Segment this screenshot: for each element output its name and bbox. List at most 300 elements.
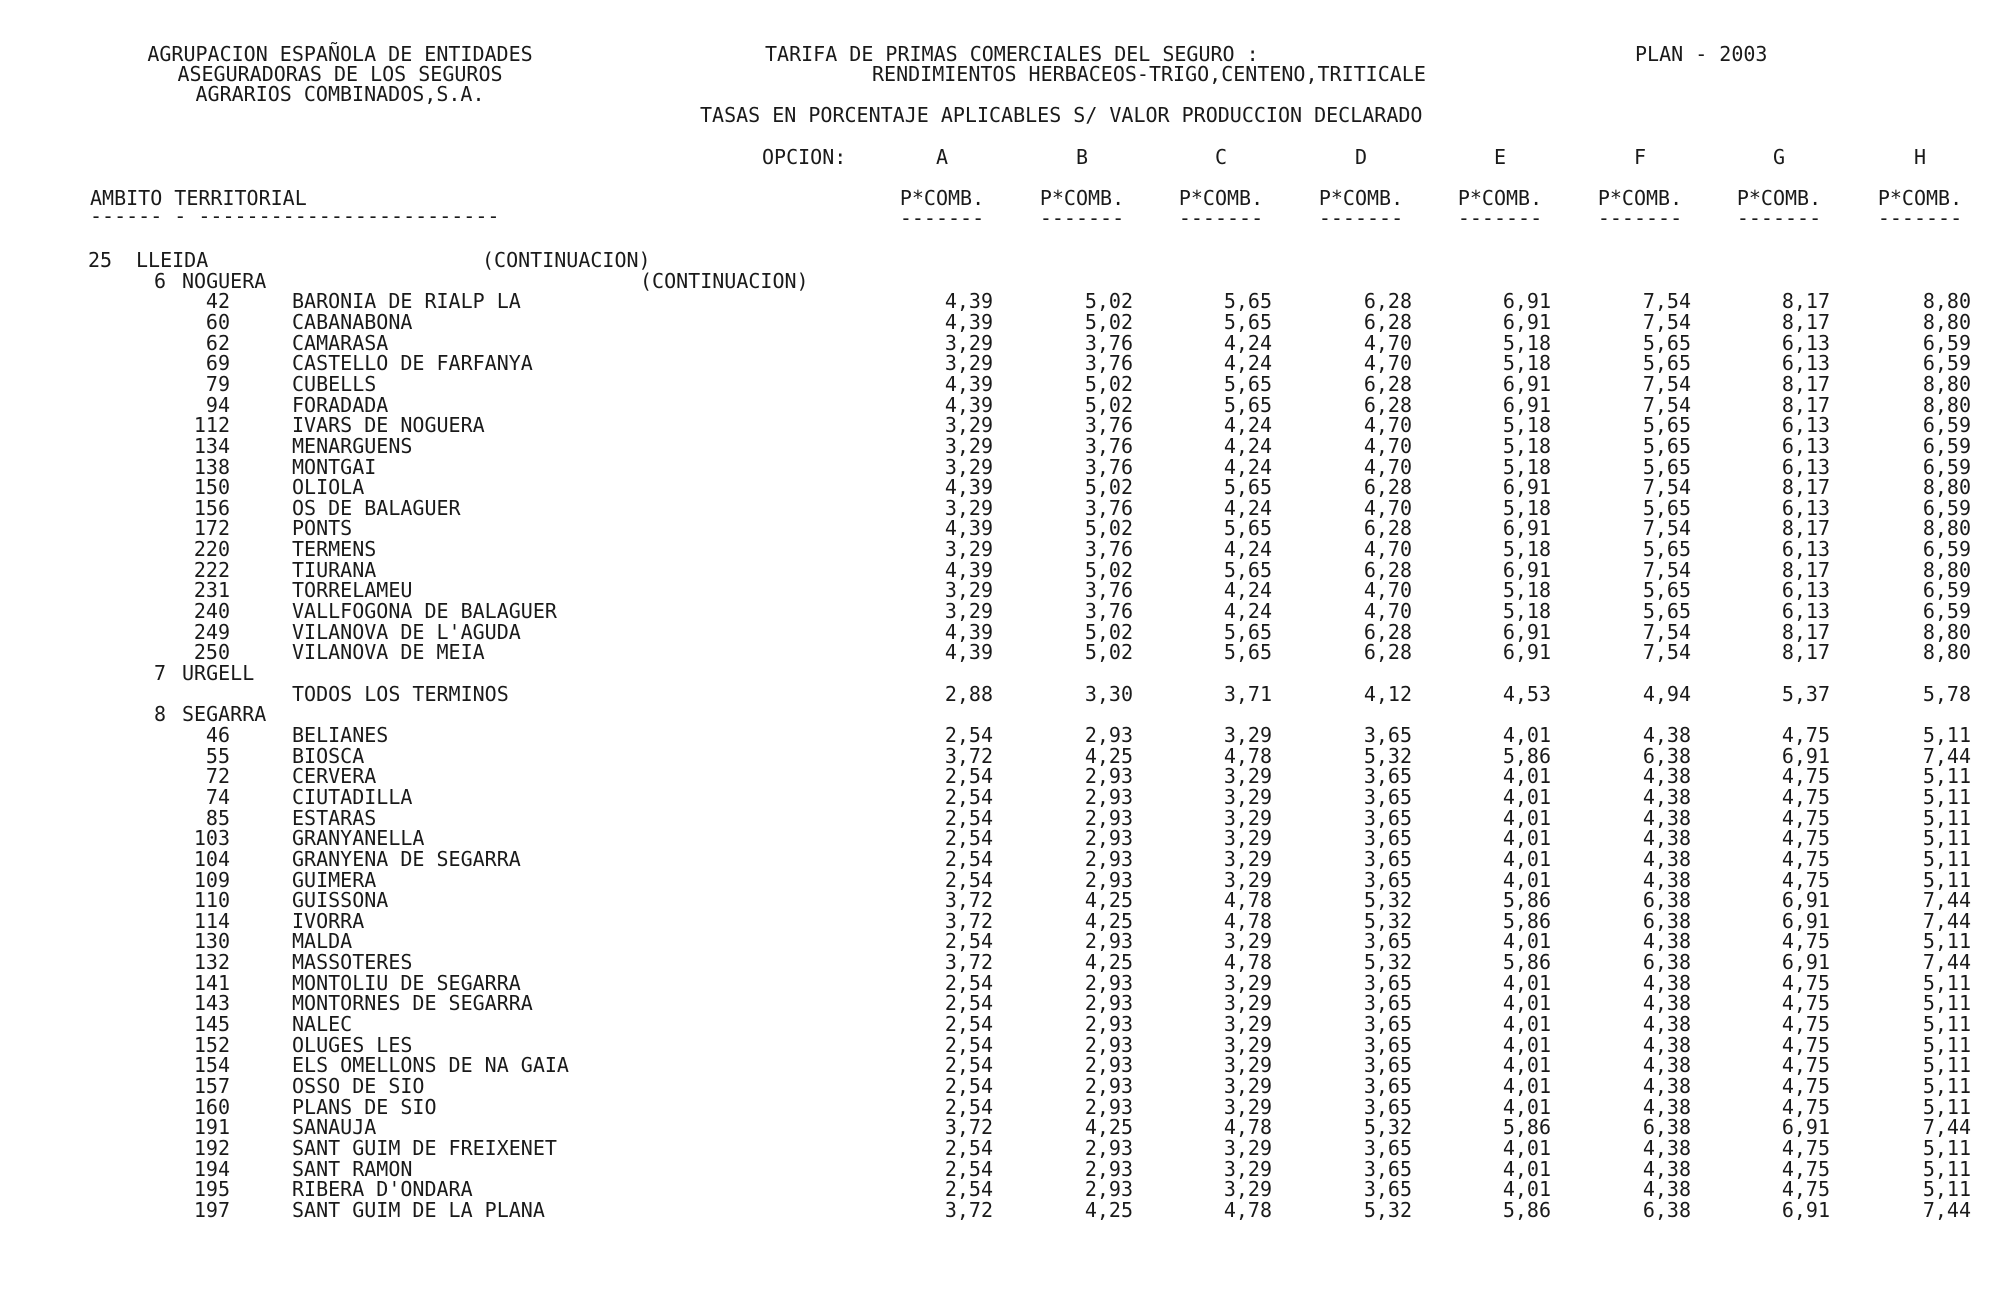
municipality-code: 152 (193, 1033, 230, 1057)
rate-cell: 6,91 (1502, 558, 1551, 582)
municipality-code: 109 (193, 868, 230, 892)
rate-cell: 6,13 (1781, 351, 1830, 375)
rate-cell: 4,24 (1223, 331, 1272, 355)
rate-cell: 8,80 (1922, 310, 1971, 334)
rate-cell: 5,65 (1223, 310, 1272, 334)
rate-cell: 3,29 (1223, 1033, 1272, 1057)
rate-cell: 7,54 (1642, 516, 1691, 540)
rate-cell: 5,11 (1922, 991, 1971, 1015)
rate-cell: 5,11 (1922, 826, 1971, 850)
rate-cell: 5,11 (1922, 1136, 1971, 1160)
rate-cell: 4,01 (1502, 1012, 1551, 1036)
municipality-name: SANT RAMON (292, 1157, 413, 1181)
rate-cell: 4,38 (1642, 1157, 1691, 1181)
rate-cell: 5,32 (1363, 744, 1412, 768)
rate-cell: 6,91 (1781, 909, 1830, 933)
rate-cell: 5,18 (1502, 578, 1551, 602)
rate-cell: 3,29 (944, 537, 993, 561)
rate-cell: 4,38 (1642, 1053, 1691, 1077)
rate-cell: 5,86 (1502, 950, 1551, 974)
rate-cell: 5,86 (1502, 909, 1551, 933)
municipality-name: MALDA (292, 929, 353, 953)
rate-cell: 3,29 (1223, 826, 1272, 850)
rate-cell: 6,13 (1781, 413, 1830, 437)
rate-cell: 4,24 (1223, 413, 1272, 437)
municipality-code: 240 (193, 599, 230, 623)
rate-cell: 2,93 (1084, 1177, 1133, 1201)
rate-cell: 7,54 (1642, 475, 1691, 499)
municipality-name: MONTOLIU DE SEGARRA (292, 971, 521, 995)
rate-cell: 6,59 (1922, 455, 1971, 479)
column-label-c: P*COMB. (1178, 186, 1264, 210)
rate-cell: 5,32 (1363, 1198, 1412, 1222)
column-label-d: P*COMB. (1318, 186, 1404, 210)
rate-cell: 3,29 (1223, 806, 1272, 830)
rate-cell: 2,54 (944, 1033, 993, 1057)
rate-cell: 3,72 (944, 1198, 993, 1222)
rate-cell: 6,13 (1781, 331, 1830, 355)
rate-cell: 3,72 (944, 744, 993, 768)
rate-cell: 2,54 (944, 1074, 993, 1098)
rate-cell: 4,25 (1084, 909, 1133, 933)
rate-cell: 2,93 (1084, 991, 1133, 1015)
rate-cell: 3,76 (1084, 413, 1133, 437)
rate-cell: 3,65 (1363, 929, 1412, 953)
rate-cell: 3,29 (944, 434, 993, 458)
rate-cell: 4,01 (1502, 1053, 1551, 1077)
rate-cell: 5,78 (1922, 682, 1971, 706)
rate-cell: 5,11 (1922, 1095, 1971, 1119)
rate-cell: 3,76 (1084, 455, 1133, 479)
municipality-name: SANT GUIM DE FREIXENET (292, 1136, 557, 1160)
municipality-code: 150 (193, 475, 230, 499)
rate-cell: 3,29 (1223, 785, 1272, 809)
rate-cell: 3,29 (1223, 1053, 1272, 1077)
rate-cell: 5,02 (1084, 558, 1133, 582)
rate-cell: 6,91 (1781, 888, 1830, 912)
municipality-code: 172 (193, 516, 230, 540)
municipality-name: GRANYENA DE SEGARRA (292, 847, 521, 871)
rate-cell: 4,39 (944, 475, 993, 499)
option-header-h: H (1913, 145, 1927, 169)
rate-cell: 3,29 (1223, 1177, 1272, 1201)
rate-cell: 4,75 (1781, 847, 1830, 871)
rate-cell: 5,86 (1502, 1198, 1551, 1222)
rate-cell: 6,13 (1781, 578, 1830, 602)
rate-cell: 5,02 (1084, 393, 1133, 417)
rate-cell: 2,93 (1084, 868, 1133, 892)
rate-cell: 4,01 (1502, 847, 1551, 871)
rate-cell: 4,01 (1502, 1095, 1551, 1119)
rate-cell: 4,75 (1781, 826, 1830, 850)
rate-cell: 4,94 (1642, 682, 1691, 706)
rate-cell: 8,17 (1781, 372, 1830, 396)
rate-cell: 2,93 (1084, 785, 1133, 809)
rate-cell: 5,18 (1502, 537, 1551, 561)
rate-cell: 5,65 (1223, 289, 1272, 313)
rate-cell: 4,75 (1781, 785, 1830, 809)
rate-cell: 4,38 (1642, 1012, 1691, 1036)
rate-cell: 2,93 (1084, 764, 1133, 788)
rate-cell: 5,32 (1363, 888, 1412, 912)
rate-cell: 2,93 (1084, 1074, 1133, 1098)
column-underline-d: ------- (1318, 206, 1404, 230)
municipality-name: MONTORNES DE SEGARRA (292, 991, 533, 1015)
rate-cell: 5,32 (1363, 950, 1412, 974)
municipality-name: CUBELLS (292, 372, 377, 396)
rate-cell: 6,28 (1363, 620, 1412, 644)
rate-cell: 5,11 (1922, 1012, 1971, 1036)
rate-cell: 4,39 (944, 558, 993, 582)
option-header-d: D (1354, 145, 1368, 169)
rate-cell: 6,38 (1642, 1198, 1691, 1222)
rate-cell: 4,24 (1223, 455, 1272, 479)
rate-cell: 4,75 (1781, 806, 1830, 830)
rate-cell: 5,65 (1223, 372, 1272, 396)
option-header-g: G (1772, 145, 1786, 169)
rate-cell: 7,44 (1922, 950, 1971, 974)
rate-cell: 5,02 (1084, 310, 1133, 334)
rate-cell: 5,11 (1922, 764, 1971, 788)
rate-cell: 4,53 (1502, 682, 1551, 706)
rate-cell: 5,11 (1922, 806, 1971, 830)
rate-cell: 3,65 (1363, 1074, 1412, 1098)
municipality-code: 195 (193, 1177, 230, 1201)
rate-cell: 5,65 (1642, 537, 1691, 561)
rate-cell: 7,54 (1642, 620, 1691, 644)
rate-cell: 4,01 (1502, 929, 1551, 953)
rate-cell: 3,76 (1084, 537, 1133, 561)
municipality-code: 60 (205, 310, 230, 334)
rate-cell: 4,75 (1781, 1012, 1830, 1036)
rate-cell: 4,25 (1084, 744, 1133, 768)
plan-label: PLAN - 2003 (1635, 42, 1768, 66)
rate-cell: 2,93 (1084, 1033, 1133, 1057)
rate-cell: 4,75 (1781, 723, 1830, 747)
comarca-name: URGELL (182, 661, 255, 685)
municipality-name: CERVERA (292, 764, 377, 788)
rate-cell: 4,39 (944, 620, 993, 644)
rate-cell: 2,93 (1084, 1095, 1133, 1119)
rate-cell: 2,54 (944, 971, 993, 995)
rate-cell: 5,02 (1084, 289, 1133, 313)
rate-cell: 5,65 (1642, 434, 1691, 458)
rate-cell: 2,54 (944, 806, 993, 830)
rate-cell: 5,11 (1922, 1157, 1971, 1181)
rate-cell: 4,75 (1781, 1095, 1830, 1119)
municipality-name: NALEC (292, 1012, 353, 1036)
rate-cell: 2,54 (944, 1136, 993, 1160)
rate-cell: 4,38 (1642, 991, 1691, 1015)
rate-cell: 5,65 (1642, 351, 1691, 375)
rate-cell: 3,76 (1084, 599, 1133, 623)
municipality-code: 72 (205, 764, 230, 788)
rate-cell: 4,70 (1363, 496, 1412, 520)
rate-cell: 4,39 (944, 393, 993, 417)
municipality-name: MONTGAI (292, 455, 377, 479)
municipality-name: IVORRA (292, 909, 365, 933)
option-header-f: F (1633, 145, 1647, 169)
rate-cell: 5,02 (1084, 620, 1133, 644)
rate-cell: 4,01 (1502, 1074, 1551, 1098)
rate-cell: 4,38 (1642, 764, 1691, 788)
option-header-a: A (935, 145, 949, 169)
rate-cell: 6,28 (1363, 475, 1412, 499)
rate-cell: 2,93 (1084, 971, 1133, 995)
municipality-code: 141 (193, 971, 230, 995)
rate-cell: 3,65 (1363, 1033, 1412, 1057)
municipality-name: VALLFOGONA DE BALAGUER (292, 599, 557, 623)
rate-cell: 3,29 (1223, 1074, 1272, 1098)
municipality-name: CAMARASA (292, 331, 389, 355)
rate-cell: 4,78 (1223, 1115, 1272, 1139)
comarca-name: NOGUERA (182, 269, 267, 293)
rate-cell: 6,59 (1922, 578, 1971, 602)
column-label-g: P*COMB. (1736, 186, 1822, 210)
municipality-code: 79 (205, 372, 230, 396)
rate-cell: 5,65 (1223, 620, 1272, 644)
rate-cell: 6,59 (1922, 599, 1971, 623)
rate-cell: 3,76 (1084, 578, 1133, 602)
rate-cell: 3,29 (944, 578, 993, 602)
continuation-note: (CONTINUACION) (482, 248, 651, 272)
rate-cell: 6,13 (1781, 537, 1830, 561)
rate-cell: 4,01 (1502, 971, 1551, 995)
rate-cell: 6,28 (1363, 640, 1412, 664)
municipality-name: RIBERA D'ONDARA (292, 1177, 473, 1201)
rate-cell: 8,80 (1922, 558, 1971, 582)
municipality-code: 194 (193, 1157, 230, 1181)
rate-cell: 3,30 (1084, 682, 1133, 706)
municipality-code: 134 (193, 434, 230, 458)
rate-cell: 3,65 (1363, 1053, 1412, 1077)
rate-cell: 4,78 (1223, 950, 1272, 974)
option-header-e: E (1493, 145, 1507, 169)
rate-cell: 7,54 (1642, 393, 1691, 417)
municipality-code: 69 (205, 351, 230, 375)
rate-cell: 5,65 (1642, 578, 1691, 602)
column-label-f: P*COMB. (1597, 186, 1683, 210)
rate-cell: 4,38 (1642, 971, 1691, 995)
rate-cell: 3,29 (944, 331, 993, 355)
rate-cell: 4,01 (1502, 1157, 1551, 1181)
rate-cell: 6,13 (1781, 455, 1830, 479)
province-name: LLEIDA (136, 248, 209, 272)
rate-cell: 7,54 (1642, 640, 1691, 664)
rate-cell: 2,88 (944, 682, 993, 706)
rate-cell: 4,38 (1642, 1177, 1691, 1201)
rate-cell: 2,93 (1084, 847, 1133, 871)
rate-cell: 4,39 (944, 516, 993, 540)
municipality-code: 132 (193, 950, 230, 974)
rate-cell: 4,38 (1642, 826, 1691, 850)
municipality-name: GUIMERA (292, 868, 377, 892)
municipality-name: GUISSONA (292, 888, 389, 912)
rate-cell: 3,29 (944, 351, 993, 375)
rate-cell: 7,44 (1922, 1198, 1971, 1222)
rate-cell: 2,93 (1084, 723, 1133, 747)
rate-cell: 8,80 (1922, 516, 1971, 540)
rate-cell: 5,86 (1502, 744, 1551, 768)
rate-cell: 6,13 (1781, 599, 1830, 623)
option-header-c: C (1214, 145, 1228, 169)
rate-cell: 3,72 (944, 909, 993, 933)
rate-cell: 7,54 (1642, 558, 1691, 582)
rate-cell: 8,17 (1781, 310, 1830, 334)
rate-cell: 3,65 (1363, 1095, 1412, 1119)
rate-cell: 5,18 (1502, 455, 1551, 479)
rate-cell: 4,70 (1363, 434, 1412, 458)
municipality-name: VILANOVA DE L'AGUDA (292, 620, 521, 644)
column-underline-h: ------- (1877, 206, 1963, 230)
rate-cell: 4,75 (1781, 868, 1830, 892)
rate-cell: 5,02 (1084, 372, 1133, 396)
municipality-name: ESTARAS (292, 806, 377, 830)
rate-cell: 3,65 (1363, 1136, 1412, 1160)
rate-cell: 2,54 (944, 764, 993, 788)
rate-cell: 4,24 (1223, 578, 1272, 602)
rate-cell: 5,11 (1922, 785, 1971, 809)
rate-cell: 5,65 (1223, 558, 1272, 582)
municipality-name: TODOS LOS TERMINOS (292, 682, 509, 706)
continuation-note: (CONTINUACION) (640, 269, 809, 293)
rate-cell: 4,78 (1223, 744, 1272, 768)
rate-cell: 7,44 (1922, 744, 1971, 768)
rate-cell: 4,01 (1502, 991, 1551, 1015)
rate-cell: 7,44 (1922, 888, 1971, 912)
rate-cell: 6,91 (1502, 620, 1551, 644)
column-underline-a: ------- (899, 206, 985, 230)
column-underline-c: ------- (1178, 206, 1264, 230)
rate-cell: 8,80 (1922, 640, 1971, 664)
municipality-code: 112 (193, 413, 230, 437)
rate-cell: 4,70 (1363, 331, 1412, 355)
municipality-name: SANAUJA (292, 1115, 377, 1139)
rate-cell: 2,54 (944, 1012, 993, 1036)
rate-cell: 3,76 (1084, 331, 1133, 355)
rate-cell: 4,24 (1223, 496, 1272, 520)
municipality-name: FORADADA (292, 393, 389, 417)
municipality-code: 130 (193, 929, 230, 953)
rate-cell: 3,29 (1223, 868, 1272, 892)
rate-cell: 7,44 (1922, 1115, 1971, 1139)
rate-cell: 4,38 (1642, 1136, 1691, 1160)
municipality-name: BIOSCA (292, 744, 365, 768)
municipality-name: OS DE BALAGUER (292, 496, 461, 520)
rate-cell: 3,65 (1363, 991, 1412, 1015)
rate-cell: 8,80 (1922, 393, 1971, 417)
rate-cell: 4,70 (1363, 351, 1412, 375)
municipality-code: 197 (193, 1198, 230, 1222)
municipality-name: TORRELAMEU (292, 578, 413, 602)
rate-cell: 5,65 (1642, 455, 1691, 479)
rate-cell: 4,70 (1363, 537, 1412, 561)
rate-cell: 4,39 (944, 372, 993, 396)
rate-cell: 5,37 (1781, 682, 1830, 706)
rate-cell: 8,17 (1781, 289, 1830, 313)
rate-cell: 6,59 (1922, 351, 1971, 375)
column-label-b: P*COMB. (1039, 186, 1125, 210)
column-label-a: P*COMB. (899, 186, 985, 210)
municipality-code: 85 (205, 806, 230, 830)
municipality-name: TERMENS (292, 537, 377, 561)
comarca-code: 6 (153, 269, 166, 293)
rate-cell: 4,25 (1084, 1115, 1133, 1139)
municipality-code: 62 (205, 331, 230, 355)
rate-cell: 2,93 (1084, 1157, 1133, 1181)
rate-cell: 8,80 (1922, 475, 1971, 499)
municipality-code: 94 (205, 393, 230, 417)
rate-cell: 6,38 (1642, 744, 1691, 768)
rate-cell: 3,72 (944, 950, 993, 974)
org-name-line-2: ASEGURADORAS DE LOS SEGUROS (177, 62, 503, 86)
rate-cell: 3,29 (1223, 1157, 1272, 1181)
rate-cell: 5,65 (1642, 599, 1691, 623)
rate-cell: 4,75 (1781, 1157, 1830, 1181)
municipality-name: VILANOVA DE MEIA (292, 640, 485, 664)
rate-cell: 5,65 (1642, 331, 1691, 355)
rate-cell: 6,13 (1781, 496, 1830, 520)
rate-cell: 4,78 (1223, 888, 1272, 912)
rate-cell: 2,93 (1084, 1053, 1133, 1077)
rate-cell: 4,70 (1363, 413, 1412, 437)
rate-cell: 4,25 (1084, 950, 1133, 974)
rate-cell: 2,54 (944, 1177, 993, 1201)
rate-cell: 6,59 (1922, 537, 1971, 561)
rate-cell: 6,91 (1781, 1198, 1830, 1222)
rate-cell: 4,38 (1642, 1095, 1691, 1119)
column-underline-f: ------- (1597, 206, 1683, 230)
rate-cell: 3,29 (1223, 723, 1272, 747)
comarca-code: 8 (153, 702, 166, 726)
rate-cell: 6,38 (1642, 909, 1691, 933)
municipality-name: PONTS (292, 516, 353, 540)
rate-cell: 5,11 (1922, 971, 1971, 995)
rate-cell: 3,65 (1363, 868, 1412, 892)
rate-cell: 5,02 (1084, 475, 1133, 499)
subtitle: TASAS EN PORCENTAJE APLICABLES S/ VALOR PRODUCCION DECLARADO (700, 103, 1423, 127)
municipality-name: CIUTADILLA (292, 785, 413, 809)
rate-cell: 4,38 (1642, 1033, 1691, 1057)
rate-cell: 3,65 (1363, 806, 1412, 830)
rate-cell: 5,65 (1223, 475, 1272, 499)
rate-cell: 5,18 (1502, 413, 1551, 437)
tariff-title-line-2: RENDIMIENTOS HERBACEOS-TRIGO,CENTENO,TRITICALE (872, 62, 1426, 86)
rate-cell: 4,75 (1781, 991, 1830, 1015)
rate-cell: 6,28 (1363, 393, 1412, 417)
rate-cell: 7,54 (1642, 372, 1691, 396)
rate-cell: 3,76 (1084, 351, 1133, 375)
municipality-name: MASSOTERES (292, 950, 413, 974)
rate-cell: 5,65 (1223, 640, 1272, 664)
rate-cell: 2,93 (1084, 929, 1133, 953)
rate-cell: 2,54 (944, 826, 993, 850)
municipality-code: 250 (193, 640, 230, 664)
rate-cell: 4,75 (1781, 1074, 1830, 1098)
rate-cell: 4,01 (1502, 806, 1551, 830)
rate-cell: 4,70 (1363, 578, 1412, 602)
rate-cell: 4,75 (1781, 929, 1830, 953)
rate-cell: 6,91 (1502, 516, 1551, 540)
rate-cell: 8,17 (1781, 516, 1830, 540)
comarca-code: 7 (153, 661, 166, 685)
rate-cell: 5,86 (1502, 888, 1551, 912)
municipality-name: MENARGUENS (292, 434, 413, 458)
rate-cell: 4,38 (1642, 1074, 1691, 1098)
rate-cell: 3,29 (944, 455, 993, 479)
rate-cell: 3,65 (1363, 1177, 1412, 1201)
municipality-name: SANT GUIM DE LA PLANA (292, 1198, 545, 1222)
